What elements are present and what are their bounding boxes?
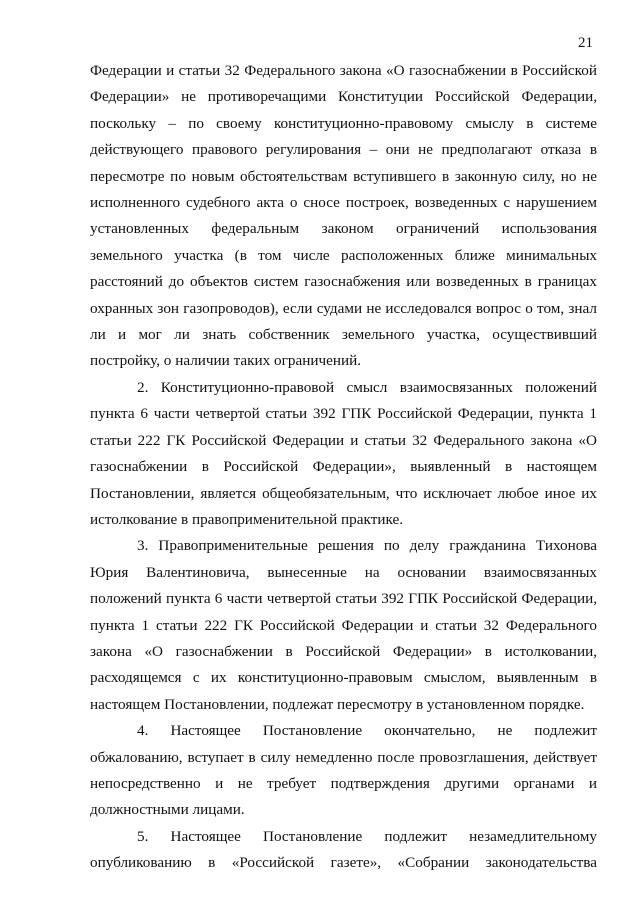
text-line: расстояний до объектов систем газоснабжения или возведенных в границах xyxy=(90,273,597,291)
text-line: газоснабжении в Российской Федерации», выявленный в настоящем xyxy=(90,458,597,476)
paragraph-item-2 xyxy=(90,375,597,533)
text-line: пункта 1 статьи 222 ГК Российской Федерации и статьи 32 Федерального xyxy=(90,616,597,634)
text-line: непосредственно и не требует подтверждения другими органами и xyxy=(90,774,597,792)
text-line: Юрия Валентиновича, вынесенные на основании взаимосвязанных xyxy=(90,563,597,581)
paragraph-item-3 xyxy=(90,533,597,718)
text-line: поскольку – по своему конституционно-правовому смыслу в системе xyxy=(90,114,597,132)
text-line: 4. Настоящее Постановление окончательно, не подлежит xyxy=(137,722,597,740)
text-line: обжалованию, вступает в силу немедленно после провозглашения, действует xyxy=(90,748,597,766)
document-body xyxy=(90,58,597,877)
text-line: Федерации и статьи 32 Федерального закона «О газоснабжении в Российской xyxy=(90,62,597,79)
text-line: установленных федеральным законом ограничений использования xyxy=(90,220,597,238)
text-line: 2. Конституционно-правовой смысл взаимосвязанных положений xyxy=(137,378,597,396)
text-line: ли и мог ли знать собственник земельного участка, осуществивший xyxy=(90,326,597,344)
text-line: Постановлении, является общеобязательным, что исключает любое иное их xyxy=(90,484,597,502)
text-line: опубликованию в «Российской газете», «Собрании законодательства xyxy=(90,854,597,872)
text-line: статьи 222 ГК Российской Федерации и статьи 32 Федерального закона «О xyxy=(90,431,597,449)
paragraph-continuation xyxy=(90,58,597,375)
text-line: 5. Настоящее Постановление подлежит незамедлительному xyxy=(137,827,597,845)
text-line: действующего правового регулирования – они не предполагают отказа в xyxy=(90,141,597,159)
text-line: закона «О газоснабжении в Российской Федерации» в истолковании, xyxy=(90,642,597,660)
text-line: постройку, о наличии таких ограничений. xyxy=(90,352,362,370)
text-line: Федерации» не противоречащими Конституции Российской Федерации, xyxy=(90,88,597,106)
text-line: истолкование в правоприменительной практике. xyxy=(90,510,404,528)
page-number: 21 xyxy=(578,35,593,51)
paragraph-item-5 xyxy=(90,824,597,877)
text-line: должностными лицами. xyxy=(90,801,245,819)
text-line: охранных зон газопроводов), если судами не исследовался вопрос о том, знал xyxy=(90,299,597,317)
text-line: земельного участка (в том числе расположенных ближе минимальных xyxy=(90,246,597,264)
text-line: исполненного судебного акта о сносе построек, возведенных с нарушением xyxy=(90,194,597,212)
text-line: 3. Правоприменительные решения по делу гражданина Тихонова xyxy=(137,537,597,555)
paragraph-item-4 xyxy=(90,718,597,824)
text-line: положений пункта 6 части четвертой статьи 392 ГПК Российской Федерации, xyxy=(90,590,597,608)
text-line: пересмотре по новым обстоятельствам вступившего в законную силу, но не xyxy=(90,167,597,185)
text-line: расходящемся с их конституционно-правовым смыслом, выявленным в xyxy=(90,669,597,687)
text-line: настоящем Постановлении, подлежат пересмотру в установленном порядке. xyxy=(90,695,585,713)
text-line: пункта 6 части четвертой статьи 392 ГПК Российской Федерации, пункта 1 xyxy=(90,405,597,423)
